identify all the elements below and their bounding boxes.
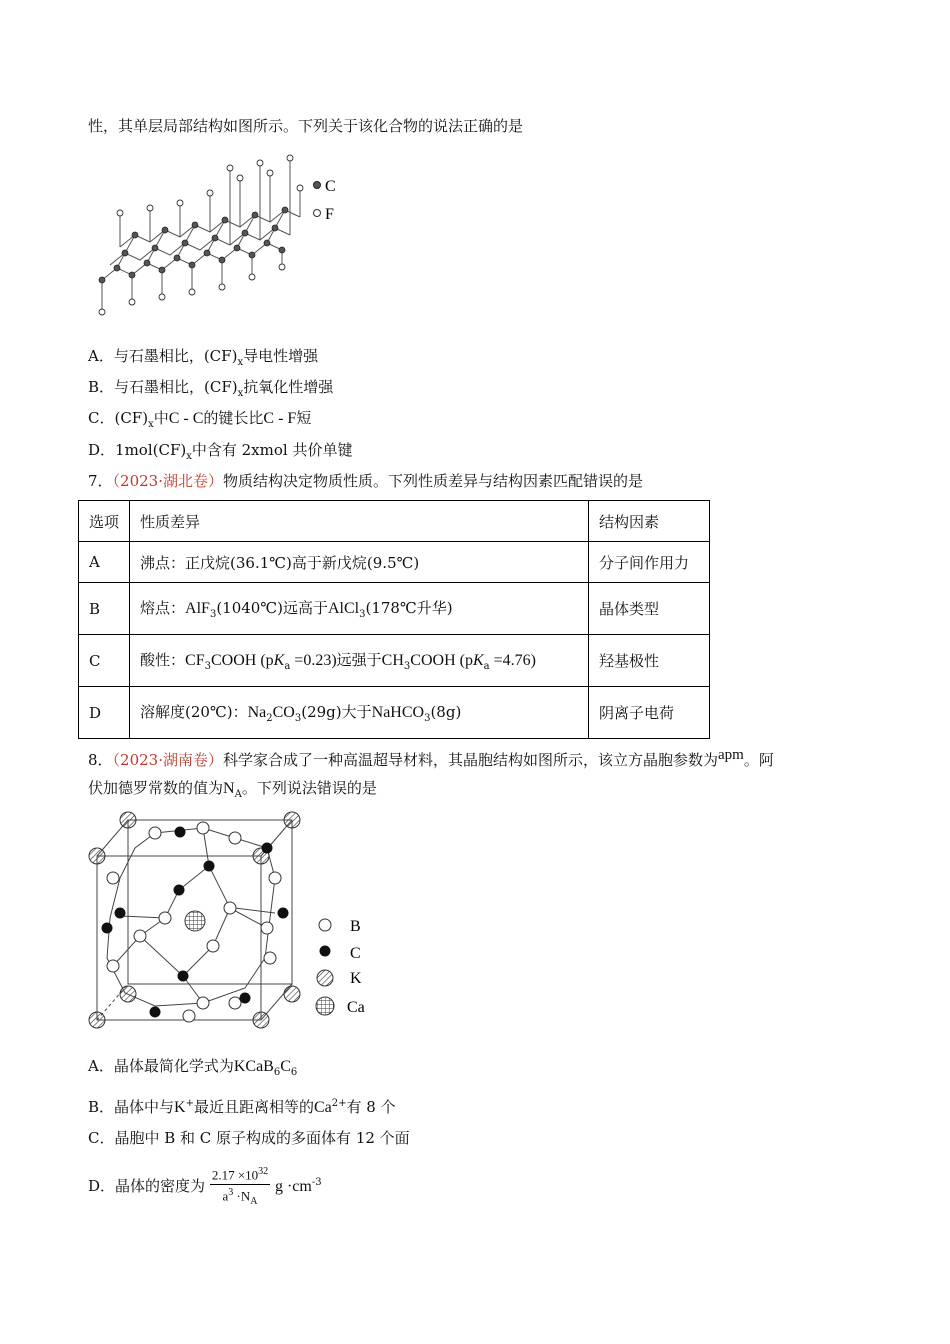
table-header-factor: 结构因素 (589, 501, 710, 542)
q6-option-b[interactable] (88, 377, 333, 404)
table-header-property: 性质差异 (130, 501, 589, 542)
row-c-m2c: =4.76) (489, 652, 536, 669)
q8-stem1: 科学家合成了一种高温超导材料，其晶胞结构如图所示，该立方晶胞参数为 (223, 751, 719, 769)
row-d-option: D (79, 687, 130, 739)
legend-k-marker (317, 970, 333, 986)
q8-na-sub: A (234, 789, 242, 800)
q8-option-a-formula2: C (280, 1058, 291, 1075)
density-den-a: a (222, 1188, 229, 1204)
q8-option-b-ion2: Ca (314, 1099, 332, 1116)
q6-option-c-p2: 中 (153, 409, 169, 427)
q6-option-c-p3: 的键长比 (203, 409, 264, 427)
row-d-m1b: CO (272, 704, 295, 721)
row-a-property: 沸点：正戊烷(36.1℃)高于新戊烷(9.5℃) (130, 542, 589, 583)
row-c-m1c: =0.23) (290, 652, 337, 669)
row-a-factor: 分子间作用力 (589, 542, 710, 583)
q6-option-a[interactable] (88, 346, 318, 373)
q8-param: apm (718, 747, 744, 763)
density-den-exp: 3 (228, 1186, 234, 1198)
row-b-option: B (79, 583, 130, 635)
row-b-factor: 晶体类型 (589, 583, 710, 635)
q7-table (78, 500, 710, 739)
q8-number: 8． (88, 751, 113, 769)
table-header-option: 选项 (79, 501, 130, 542)
q6-option-c-p1: C．(CF) (88, 409, 149, 427)
q6-option-c-m1: C - C (168, 410, 204, 427)
q8-option-a[interactable] (88, 1056, 297, 1083)
row-c-m1b: COOH (p (210, 652, 274, 669)
row-c-k2: K (472, 652, 484, 669)
row-b-m1: AlF (185, 600, 210, 617)
q8-option-a-p1: A．晶体最简化学式为 (88, 1057, 234, 1075)
row-d-factor: 阴离子电荷 (589, 687, 710, 739)
q8-option-b-p2: 最近且距离相等的 (193, 1098, 314, 1116)
q8-stem1-end: 。阿 (743, 751, 774, 769)
q8-stem-line1 (88, 745, 774, 770)
density-numerator-exp: 32 (258, 1166, 269, 1178)
q8-stem2a: 伏加德罗常数的值为 (88, 779, 224, 797)
q7-source: （2023·湖北卷） (112, 472, 223, 490)
row-c-factor: 羟基极性 (589, 635, 710, 687)
row-c-p2: 远强于 (336, 651, 382, 669)
q8-option-b-ion1: K (174, 1099, 186, 1116)
cfx-structure-figure (92, 150, 352, 325)
q6-option-d-sub: x (186, 451, 192, 462)
row-d-s1b: 3 (294, 713, 302, 724)
row-b-s2: 3 (359, 609, 366, 620)
table-row (79, 542, 710, 583)
crystal-cell-figure (85, 808, 385, 1038)
legend-c-marker (314, 182, 321, 189)
q8-option-a-s2: 6 (290, 1067, 298, 1078)
row-c-ks2: a (483, 661, 490, 672)
q8-option-c[interactable]: C．晶胞中 B 和 C 原子构成的多面体有 12 个面 (88, 1129, 410, 1147)
row-b-p1: 熔点： (140, 599, 186, 617)
q6-option-d-p2: 中含有 2xmol 共价单键 (191, 441, 353, 459)
q6-option-c-sub: x (148, 419, 154, 430)
density-fraction (210, 1164, 270, 1209)
q6-option-d-p1: D．1mol(CF) (88, 441, 187, 459)
q8-option-b-p3: 有 8 个 (346, 1098, 396, 1116)
row-c-property (130, 635, 589, 687)
row-c-m1: CF (185, 652, 205, 669)
legend-k-label: K (350, 970, 362, 987)
row-c-m2: CH (381, 652, 404, 669)
density-den-sub: A (250, 1195, 258, 1207)
legend-c-marker (320, 946, 331, 957)
q8-option-d-p1: D．晶体的密度为 (88, 1177, 206, 1195)
legend-b-marker (319, 919, 331, 931)
density-den-na: ·N (233, 1188, 251, 1204)
row-c-option: C (79, 635, 130, 687)
row-d-p3: (8g) (430, 703, 462, 721)
row-b-p3: (178℃升华) (365, 599, 453, 617)
q6-option-b-prefix: B．与石墨相比，(CF) (88, 378, 238, 396)
q8-option-b-p1: B．晶体中与 (88, 1098, 175, 1116)
q8-option-b[interactable] (88, 1094, 396, 1118)
q8-stem-line2 (88, 778, 377, 805)
q7-stem-text: 物质结构决定物质性质。下列性质差异与结构因素匹配错误的是 (223, 472, 644, 490)
q6-option-c[interactable] (88, 408, 311, 435)
q8-option-d[interactable] (88, 1160, 322, 1206)
q6-option-a-sub: x (237, 357, 244, 368)
table-row (79, 635, 710, 687)
q6-option-b-suffix: 抗氧化性增强 (243, 378, 334, 396)
row-d-p1: 溶解度(20℃)： (140, 703, 248, 721)
row-c-p1: 酸性： (140, 651, 186, 669)
row-c-s2: 3 (403, 661, 411, 672)
row-c-ks1: a (284, 661, 291, 672)
row-b-m2: AlCl (327, 600, 360, 617)
row-d-m2: NaHCO (371, 704, 425, 721)
row-d-m1: Na (247, 704, 267, 721)
row-c-m2b: COOH (p (410, 652, 473, 669)
row-a-option: A (79, 542, 130, 583)
legend-ca-marker (316, 997, 334, 1015)
q6-intro: 性，其单层局部结构如图所示。下列关于该化合物的说法正确的是 (88, 117, 524, 135)
q8-option-b-sup2: 2+ (331, 1098, 347, 1109)
row-c-s1: 3 (204, 661, 211, 672)
row-d-p2: (29g)大于 (301, 703, 372, 721)
q6-option-c-p4: 短 (296, 409, 312, 427)
legend-f-marker (314, 210, 321, 217)
row-b-property (130, 583, 589, 635)
row-d-s1: 2 (266, 713, 273, 724)
legend-b-label: B (350, 918, 361, 935)
q6-option-c-m2: C - F (263, 410, 297, 427)
table-row (79, 583, 710, 635)
row-b-s1: 3 (209, 609, 217, 620)
density-numerator: 2.17 ×10 (211, 1167, 259, 1183)
legend-ca-label: Ca (347, 999, 365, 1016)
density-unit-exp: -3 (311, 1177, 322, 1188)
q8-option-a-s1: 6 (273, 1067, 281, 1078)
q6-option-a-prefix: A．与石墨相比，(CF) (88, 347, 238, 365)
q7-stem (88, 471, 643, 491)
table-header-row (79, 501, 710, 542)
q7-number: 7． (88, 472, 113, 490)
density-unit: g ·cm (274, 1178, 312, 1195)
table-row (79, 687, 710, 739)
legend-f-label: F (325, 206, 334, 223)
q8-option-b-sup1: + (185, 1098, 194, 1109)
legend-c-label: C (325, 178, 336, 195)
q8-na: N (223, 780, 235, 797)
row-c-k1: K (273, 652, 285, 669)
q8-stem2b: 。下列说法错误的是 (241, 779, 377, 797)
row-d-s2: 3 (424, 713, 431, 724)
row-b-p2: (1040℃)远高于 (216, 599, 328, 617)
q8-option-a-formula: KCaB (233, 1058, 274, 1075)
legend-c-label: C (350, 945, 361, 962)
q8-source: （2023·湖南卷） (112, 751, 223, 769)
row-d-property (130, 687, 589, 739)
q6-option-d[interactable] (88, 440, 352, 467)
q6-option-b-sub: x (237, 388, 244, 399)
q6-option-a-suffix: 导电性增强 (243, 347, 319, 365)
